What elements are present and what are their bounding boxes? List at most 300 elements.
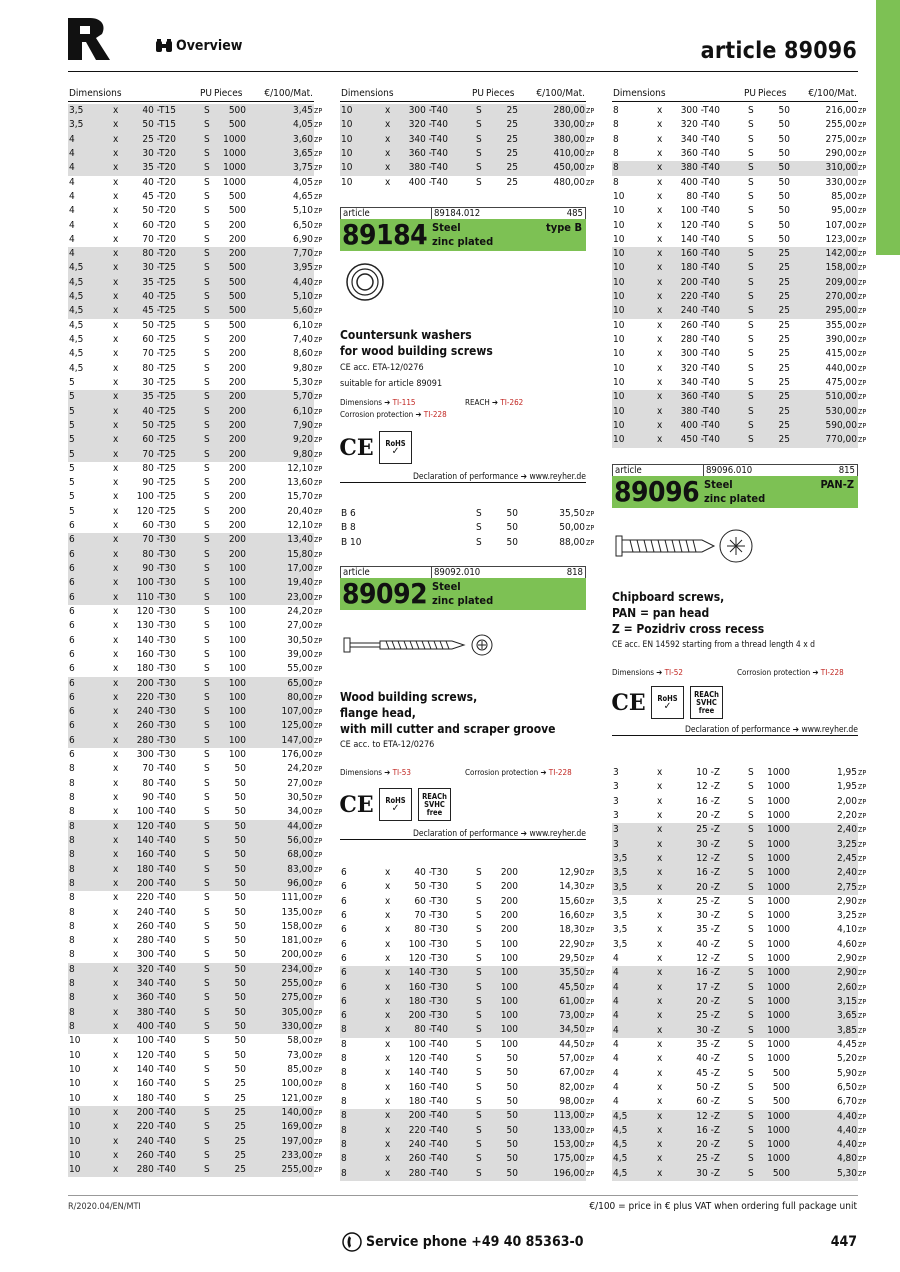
times-cell: x: [657, 119, 663, 131]
price-cell: 13,60 ZP: [287, 476, 313, 490]
pieces-cell: 25: [778, 248, 790, 260]
times-cell: x: [113, 863, 119, 875]
length-cell: 90 -T40: [142, 792, 176, 803]
product-norm: CE acc. EN 14592 starting from a thread length 4 x d: [612, 640, 816, 650]
times-cell: x: [657, 881, 663, 893]
times-cell: x: [657, 895, 663, 907]
article-page[interactable]: 485: [566, 208, 583, 219]
times-cell: x: [113, 906, 119, 918]
times-cell: x: [113, 176, 119, 188]
pieces-cell: 1000: [767, 924, 790, 936]
pu-cell: S: [476, 1124, 482, 1136]
length-cell: 40 -T20: [142, 176, 176, 188]
reach-badge: REACh SVHC free: [418, 788, 451, 821]
length-cell: 400 -T40: [680, 176, 720, 188]
pieces-cell: 25: [778, 419, 790, 431]
times-cell: x: [657, 1153, 663, 1165]
pieces-cell: 25: [506, 105, 518, 116]
pu-cell: S: [748, 953, 754, 965]
table-row: [612, 104, 867, 118]
pieces-cell: 100: [500, 1024, 518, 1036]
times-cell: x: [113, 1063, 119, 1075]
price-suffix: ZP: [314, 293, 323, 302]
table-row: [340, 1066, 595, 1080]
pu-cell: S: [204, 462, 210, 474]
length-cell: 100 -T40: [136, 806, 176, 818]
pu-cell: S: [748, 291, 754, 303]
price-cell: 67,00 ZP: [559, 1066, 585, 1080]
times-cell: x: [657, 348, 663, 360]
times-cell: x: [657, 233, 663, 245]
ti-link[interactable]: TI-115: [392, 398, 416, 407]
dimension-cell: 8: [613, 162, 619, 174]
length-cell: 160 -T40: [136, 1078, 176, 1090]
times-cell: x: [113, 591, 119, 603]
pu-cell: S: [204, 119, 210, 131]
pu-cell: S: [748, 405, 754, 417]
times-cell: x: [657, 1010, 663, 1022]
table-row: [68, 948, 323, 962]
price-cell: 255,00 ZP: [282, 977, 313, 991]
dimension-cell: 4,5: [69, 262, 84, 274]
pieces-cell: 200: [500, 881, 518, 893]
dimension-cell: 10: [69, 1121, 81, 1133]
price-suffix: ZP: [858, 178, 867, 187]
length-cell: 100 -T40: [136, 1035, 176, 1047]
table-row: [612, 390, 867, 404]
times-cell: x: [657, 334, 663, 345]
table-row: [68, 991, 323, 1005]
pu-cell: S: [748, 924, 754, 936]
dimension-cell: 10: [69, 1149, 81, 1161]
pieces-cell: 50: [234, 963, 246, 975]
service-phone[interactable]: [342, 1232, 583, 1252]
length-cell: 260 -T40: [680, 319, 720, 331]
declaration-link[interactable]: Declaration of performance ➔ www.reyher.de: [340, 828, 586, 840]
pu-cell: S: [476, 995, 482, 1007]
length-cell: 260 -T30: [136, 720, 176, 732]
times-cell: x: [385, 1081, 391, 1093]
page-number: 447: [830, 1234, 857, 1250]
pu-cell: S: [204, 291, 210, 303]
pu-cell: S: [476, 895, 482, 907]
times-cell: x: [113, 291, 119, 303]
article-number: 89092: [342, 577, 428, 610]
pu-cell: S: [204, 763, 210, 775]
dimension-cell: 3,5: [69, 105, 84, 116]
length-cell: 10 -Z: [696, 767, 720, 778]
pieces-cell: 50: [234, 1063, 246, 1075]
pu-cell: S: [476, 924, 482, 936]
price-suffix: ZP: [314, 822, 323, 831]
dimension-cell: 3,5: [69, 119, 84, 131]
length-cell: 35 -Z: [696, 1038, 720, 1050]
table-row: [340, 895, 595, 909]
table-row: [340, 1124, 595, 1138]
pu-cell: S: [204, 577, 210, 589]
pieces-cell: 50: [778, 176, 790, 188]
table-row: [612, 780, 867, 794]
dimension-cell: 3,5: [613, 881, 628, 893]
length-cell: 140 -T40: [136, 834, 176, 846]
pieces-cell: 50: [778, 233, 790, 245]
pu-cell: S: [748, 1024, 754, 1036]
price-suffix: ZP: [858, 1112, 867, 1121]
pieces-cell: 200: [228, 534, 246, 546]
ti-link[interactable]: TI-228: [423, 410, 447, 419]
pieces-cell: 100: [500, 938, 518, 950]
table-row: [340, 981, 595, 995]
pieces-cell: 25: [234, 1092, 246, 1104]
dimension-cell: 8: [69, 1006, 75, 1018]
pu-cell: S: [476, 1081, 482, 1093]
price-suffix: ZP: [314, 507, 323, 516]
declaration-link[interactable]: Declaration of performance ➔ www.reyher.de: [612, 724, 858, 736]
times-cell: x: [113, 1035, 119, 1047]
price-suffix: ZP: [858, 1126, 867, 1135]
price-cell: 113,00 ZP: [554, 1109, 585, 1123]
ti-link[interactable]: TI-228: [548, 768, 572, 777]
table-row: [68, 977, 323, 991]
table-body: [612, 104, 867, 448]
price-suffix: ZP: [858, 854, 867, 863]
times-cell: x: [113, 820, 119, 832]
pu-cell: S: [204, 849, 210, 861]
price-cell: 590,00 ZP: [826, 419, 857, 433]
pieces-cell: 50: [234, 1006, 246, 1018]
table-row: [612, 1024, 867, 1038]
dimension-cell: 3,5: [613, 938, 628, 950]
price-suffix: ZP: [314, 221, 323, 230]
price-cell: 2,60 ZP: [837, 981, 857, 995]
price-cell: 100,00 ZP: [282, 1077, 313, 1091]
ti-link[interactable]: TI-52: [664, 668, 683, 677]
dimension-cell: 10: [69, 1049, 81, 1061]
length-cell: 380 -T40: [408, 162, 448, 174]
price-suffix: ZP: [314, 149, 323, 158]
length-cell: 16 -Z: [696, 795, 720, 807]
pu-cell: S: [748, 852, 754, 864]
dimension-cell: 4,5: [613, 1124, 628, 1136]
pieces-cell: 1000: [767, 1053, 790, 1065]
pieces-cell: 100: [228, 648, 246, 660]
table-row: [612, 952, 867, 966]
table-row: [68, 419, 323, 433]
pieces-cell: 50: [234, 935, 246, 947]
price-suffix: ZP: [858, 897, 867, 906]
times-cell: x: [657, 248, 663, 260]
ti-link[interactable]: TI-228: [820, 668, 844, 677]
pu-cell: S: [748, 1096, 754, 1108]
length-cell: 90 -T25: [142, 477, 176, 489]
price-suffix: ZP: [314, 121, 323, 130]
table-row: [68, 791, 323, 805]
pieces-cell: 200: [228, 391, 246, 403]
pieces-cell: 1000: [767, 767, 790, 778]
dimension-cell: 8: [341, 1053, 347, 1065]
price-suffix: ZP: [858, 1169, 867, 1178]
length-cell: 25 -Z: [696, 824, 720, 836]
table-row: [340, 147, 595, 161]
pieces-cell: 1000: [767, 953, 790, 965]
dimension-cell: 6: [69, 520, 75, 532]
pu-cell: S: [476, 967, 482, 979]
pieces-cell: 50: [234, 949, 246, 961]
length-cell: 400 -T40: [408, 176, 448, 188]
price-suffix: ZP: [314, 393, 323, 402]
price-cell: 96,00 ZP: [287, 877, 313, 891]
pu-cell: S: [748, 362, 754, 374]
pieces-cell: 200: [228, 233, 246, 245]
pieces-cell: 500: [228, 291, 246, 303]
price-cell: 35,50 ZP: [559, 966, 585, 980]
dimension-cell: 4: [69, 219, 75, 231]
article-page[interactable]: 815: [838, 465, 855, 476]
price-suffix: ZP: [586, 1026, 595, 1035]
pieces-cell: 25: [506, 147, 518, 159]
length-cell: 120 -T30: [136, 605, 176, 617]
price-cell: 50,00 ZP: [559, 521, 585, 535]
table-row: [612, 795, 867, 809]
dimension-cell: 10: [69, 1135, 81, 1147]
price-cell: 1,95 ZP: [837, 766, 857, 780]
price-suffix: ZP: [586, 135, 595, 144]
table-row: [68, 462, 323, 476]
pieces-cell: 200: [500, 867, 518, 878]
table-row: [340, 118, 595, 132]
price-suffix: ZP: [314, 493, 323, 502]
table-row: [612, 1052, 867, 1066]
dimension-cell: 10: [341, 105, 353, 116]
ti-link[interactable]: TI-262: [500, 398, 524, 407]
pu-cell: S: [204, 820, 210, 832]
pu-cell: S: [204, 863, 210, 875]
pu-cell: S: [204, 391, 210, 403]
pu-cell: S: [204, 792, 210, 803]
pu-cell: S: [204, 605, 210, 617]
times-cell: x: [385, 133, 391, 145]
table-row: [68, 1063, 323, 1077]
pu-cell: S: [204, 1106, 210, 1118]
table-row: [612, 433, 867, 447]
pieces-cell: 100: [228, 720, 246, 732]
price-cell: 440,00 ZP: [826, 362, 857, 376]
overview-link[interactable]: [155, 38, 242, 54]
pieces-cell: 25: [234, 1121, 246, 1133]
price-cell: 39,00 ZP: [287, 648, 313, 662]
dimension-cell: 6: [341, 867, 347, 878]
pu-cell: S: [476, 1010, 482, 1022]
price-suffix: ZP: [586, 883, 595, 892]
length-cell: 120 -T30: [408, 952, 448, 964]
article-material: Steel zinc plated: [432, 580, 494, 607]
times-cell: x: [657, 190, 663, 202]
article-code[interactable]: 89096.010: [703, 465, 752, 477]
length-cell: 220 -T40: [136, 1121, 176, 1133]
table-row: [68, 920, 323, 934]
price-cell: 475,00 ZP: [826, 376, 857, 390]
price-suffix: ZP: [586, 164, 595, 173]
dimension-cell: 6: [69, 548, 75, 560]
dimension-cell: 8: [69, 820, 75, 832]
table-row: [340, 176, 595, 190]
times-cell: x: [657, 795, 663, 807]
article-code[interactable]: 89092.010: [431, 567, 480, 579]
pieces-cell: 50: [506, 1081, 518, 1093]
pieces-cell: 50: [506, 1067, 518, 1079]
dimension-cell: 8: [69, 978, 75, 990]
length-cell: 140 -T40: [408, 1067, 448, 1079]
length-cell: 60 -Z: [696, 1096, 720, 1108]
pieces-cell: 1000: [767, 838, 790, 850]
times-cell: x: [385, 1124, 391, 1136]
length-cell: 12 -Z: [696, 852, 720, 864]
dimension-cell: 4,5: [69, 305, 84, 317]
price-suffix: ZP: [314, 1151, 323, 1160]
price-suffix: ZP: [314, 736, 323, 745]
price-cell: 61,00 ZP: [559, 995, 585, 1009]
price-cell: 3,25 ZP: [837, 838, 857, 852]
pieces-cell: 25: [778, 305, 790, 317]
price-suffix: ZP: [314, 336, 323, 344]
table-row: [68, 104, 323, 118]
length-cell: 50 -T20: [142, 205, 176, 217]
times-cell: x: [113, 978, 119, 990]
product-norm: CE acc. ETA-12/0276: [340, 363, 424, 373]
pu-cell: S: [204, 834, 210, 846]
times-cell: x: [113, 534, 119, 546]
header-divider: [68, 71, 858, 72]
table-row: [612, 118, 867, 132]
table-row: [68, 734, 323, 748]
times-cell: x: [113, 1106, 119, 1118]
length-cell: 12 -Z: [696, 781, 720, 793]
times-cell: x: [657, 219, 663, 231]
dimension-cell: 5: [69, 491, 75, 503]
price-suffix: ZP: [314, 522, 323, 531]
table-row: [612, 147, 867, 161]
price-cell: 9,80 ZP: [293, 362, 313, 376]
price-suffix: ZP: [314, 665, 323, 674]
price-cell: 169,00 ZP: [282, 1120, 313, 1134]
price-cell: 5,10 ZP: [293, 204, 313, 218]
times-cell: x: [113, 419, 119, 431]
pieces-cell: 200: [228, 219, 246, 231]
price-cell: 7,90 ZP: [293, 419, 313, 433]
times-cell: x: [113, 162, 119, 174]
price-cell: 4,40 ZP: [837, 1124, 857, 1138]
price-cell: 85,00 ZP: [831, 190, 857, 204]
dimension-cell: 8: [341, 1138, 347, 1150]
product-title: Countersunk washers for wood building screws: [340, 328, 493, 358]
ti-link[interactable]: TI-53: [392, 768, 411, 777]
price-suffix: ZP: [314, 951, 323, 960]
price-cell: 280,00 ZP: [554, 104, 585, 118]
times-cell: x: [113, 763, 119, 775]
dimension-cell: 8: [69, 935, 75, 947]
table-row: [68, 906, 323, 920]
header-pu: PU: [472, 88, 485, 99]
pieces-cell: 50: [506, 1110, 518, 1122]
pieces-cell: 500: [228, 190, 246, 202]
length-cell: 40 -Z: [696, 938, 720, 950]
times-cell: x: [113, 720, 119, 732]
price-suffix: ZP: [314, 693, 323, 702]
pu-cell: S: [476, 105, 482, 116]
table-row: [612, 233, 867, 247]
price-suffix: ZP: [314, 622, 323, 631]
price-suffix: ZP: [314, 436, 323, 445]
dimension-cell: 10: [613, 419, 625, 431]
times-cell: x: [113, 691, 119, 703]
pieces-cell: 100: [228, 734, 246, 746]
rohs-badge: RoHS ✓: [379, 431, 412, 464]
dimension-cell: 10: [613, 291, 625, 303]
price-suffix: ZP: [858, 983, 867, 992]
pu-cell: S: [476, 1038, 482, 1050]
dimension-cell: 10: [613, 276, 625, 288]
pieces-cell: 1000: [767, 781, 790, 793]
length-cell: 120 -T40: [136, 1049, 176, 1061]
length-cell: 120 -T40: [408, 1053, 448, 1065]
pieces-cell: 100: [500, 981, 518, 993]
article-code[interactable]: 89184.012: [431, 208, 480, 220]
length-cell: 280 -T40: [136, 1164, 176, 1176]
price-cell: 200,00 ZP: [282, 948, 313, 962]
times-cell: x: [657, 1053, 663, 1065]
price-suffix: ZP: [858, 407, 867, 416]
pieces-cell: 50: [234, 820, 246, 832]
table-row: [68, 1077, 323, 1091]
washer-table: [340, 507, 595, 550]
pu-cell: S: [748, 910, 754, 922]
length-cell: 70 -T25: [142, 348, 176, 360]
length-cell: 17 -Z: [696, 981, 720, 993]
length-cell: 340 -T40: [680, 376, 720, 388]
dimension-cell: 4,5: [613, 1110, 628, 1122]
length-cell: 140 -T30: [136, 634, 176, 646]
times-cell: x: [657, 276, 663, 288]
pu-cell: S: [204, 920, 210, 932]
times-cell: x: [657, 953, 663, 965]
price-cell: 7,70 ZP: [293, 247, 313, 261]
price-cell: 175,00 ZP: [554, 1152, 585, 1166]
declaration-link[interactable]: Declaration of performance ➔ www.reyher.de: [340, 471, 586, 483]
times-cell: x: [385, 1053, 391, 1065]
table-row: [612, 219, 867, 233]
price-suffix: ZP: [586, 1155, 595, 1164]
article-page[interactable]: 818: [566, 567, 583, 578]
dimension-cell: 4: [613, 1081, 619, 1093]
pieces-cell: 200: [500, 895, 518, 907]
price-suffix: ZP: [314, 207, 323, 216]
length-cell: 35 -Z: [696, 924, 720, 936]
table-row: [612, 938, 867, 952]
price-suffix: ZP: [314, 1008, 323, 1017]
length-cell: 35 -T20: [142, 162, 176, 174]
dimension-cell: 4: [613, 1053, 619, 1065]
article-banner: [340, 219, 586, 251]
times-cell: x: [657, 938, 663, 950]
times-cell: x: [113, 248, 119, 260]
header-pieces: Pieces: [486, 88, 515, 99]
dimension-cell: 5: [69, 391, 75, 403]
price-cell: 4,40 ZP: [837, 1110, 857, 1124]
price-suffix: ZP: [858, 149, 867, 158]
product-title: Chipboard screws, PAN = pan head Z = Pozidriv cross recess: [612, 590, 765, 636]
times-cell: x: [113, 1021, 119, 1032]
length-cell: 120 -T40: [136, 820, 176, 832]
